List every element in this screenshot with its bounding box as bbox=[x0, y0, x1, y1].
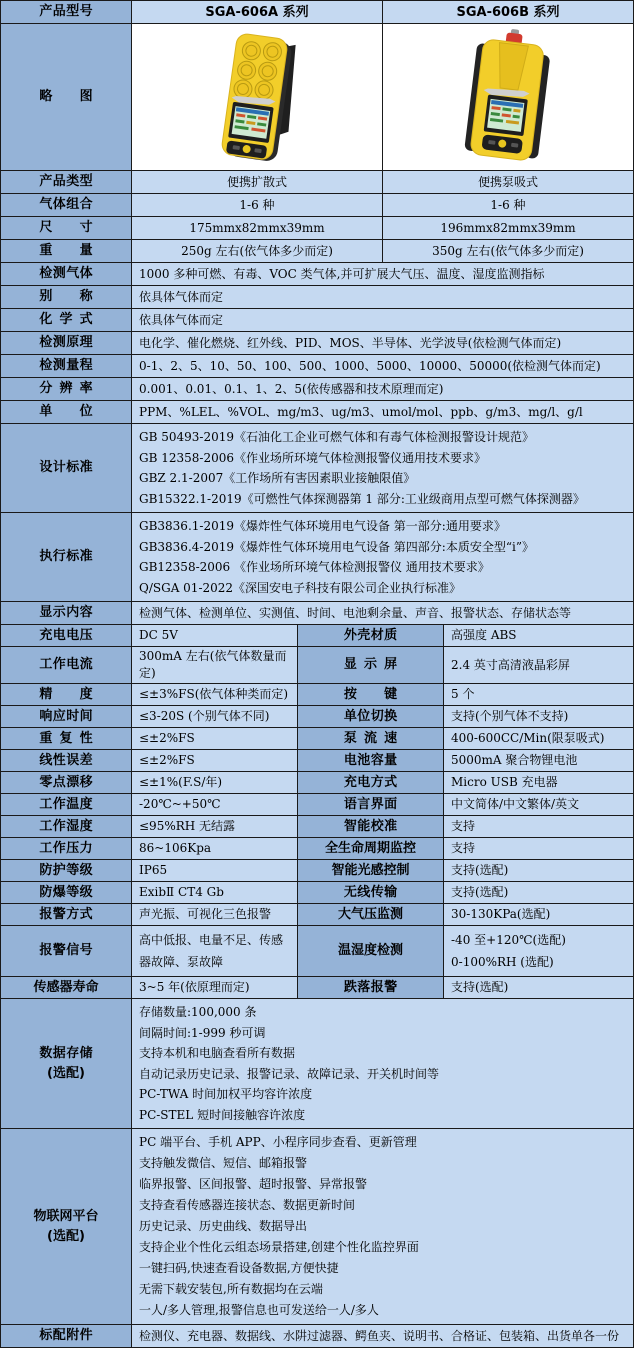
sga606b-detector-illustration bbox=[433, 27, 583, 167]
display-content-row bbox=[1, 602, 634, 625]
sketch-row bbox=[1, 24, 634, 171]
table-row bbox=[1, 647, 634, 684]
row-value-a: 250g 左右(依气体多少而定) bbox=[132, 240, 383, 263]
row-label: 重量 bbox=[1, 240, 132, 263]
row-value: 支持(个别气体不支持) bbox=[444, 706, 634, 728]
iot-feature-line: 临界报警、区间报警、超时报警、异常报警 bbox=[139, 1177, 368, 1191]
row-label: 全生命周期监控 bbox=[298, 838, 444, 860]
row-label: 无线传输 bbox=[298, 882, 444, 904]
row-value: 400-600CC/Min(限泵吸式) bbox=[444, 728, 634, 750]
header-label-product-model: 产品型号 bbox=[1, 1, 132, 24]
row-value-multiline bbox=[132, 1129, 634, 1325]
row-value: 声光振、可视化三色报警 bbox=[132, 904, 298, 926]
row-label: 按键 bbox=[298, 684, 444, 706]
standard-line: GB3836.4-2019《爆炸性气体环境用电气设备 第四部分:本质安全型“i”》 bbox=[139, 539, 534, 554]
table-row bbox=[1, 378, 634, 401]
row-label: 报警信号 bbox=[1, 926, 132, 977]
row-value-b: 350g 左右(依气体多少而定) bbox=[383, 240, 634, 263]
row-label: 电池容量 bbox=[298, 750, 444, 772]
table-row bbox=[1, 838, 634, 860]
row-label: 泵流速 bbox=[298, 728, 444, 750]
row-label: 防爆等级 bbox=[1, 882, 132, 904]
row-value: ≤±2%FS bbox=[132, 728, 298, 750]
row-value-multiline bbox=[132, 999, 634, 1129]
table-row bbox=[1, 217, 634, 240]
row-value: 支持(选配) bbox=[444, 977, 634, 999]
iot-feature-line: 支持企业个性化云组态场景搭建,创建个性化监控界面 bbox=[139, 1240, 419, 1254]
table-row bbox=[1, 194, 634, 217]
row-label bbox=[1, 1129, 132, 1325]
row-label: 尺寸 bbox=[1, 217, 132, 240]
table-header-row bbox=[1, 1, 634, 24]
row-value: 0.001、0.01、0.1、1、2、5(依传感器和技术原理而定) bbox=[132, 378, 634, 401]
standard-line: GB12358-2006 《作业场所环境气体检测报警仪 通用技术要求》 bbox=[139, 560, 490, 574]
table-row bbox=[1, 904, 634, 926]
row-label: 设计标准 bbox=[1, 424, 132, 513]
row-label: 温湿度检测 bbox=[298, 926, 444, 977]
row-value: -20℃~+50℃ bbox=[132, 794, 298, 816]
iot-label-line2: (选配) bbox=[47, 1228, 85, 1244]
storage-label-line2: (选配) bbox=[47, 1065, 85, 1081]
row-label: 产品类型 bbox=[1, 171, 132, 194]
row-label: 别称 bbox=[1, 286, 132, 309]
row-value: 3~5 年(依原理而定) bbox=[132, 977, 298, 999]
row-value: 300mA 左右(依气体数量而定) bbox=[132, 647, 298, 684]
execution-standards-row bbox=[1, 513, 634, 602]
iot-feature-line: 无需下载安装包,所有数据均在云端 bbox=[139, 1282, 323, 1296]
table-row bbox=[1, 750, 634, 772]
row-label: 重复性 bbox=[1, 728, 132, 750]
row-value-b: 便携泵吸式 bbox=[383, 171, 634, 194]
storage-feature-line: 自动记录历史记录、报警记录、故障记录、开关机时间等 bbox=[139, 1066, 440, 1081]
row-value: 高中低报、电量不足、传感器故障、泵故障 bbox=[132, 926, 298, 977]
iot-feature-line: 一人/多人管理,报警信息也可发送给一人/多人 bbox=[139, 1303, 379, 1317]
row-value: 支持(选配) bbox=[444, 860, 634, 882]
row-value: ≤±1%(F.S/年) bbox=[132, 772, 298, 794]
row-label: 化学式 bbox=[1, 309, 132, 332]
table-row bbox=[1, 706, 634, 728]
row-value: 30-130KPa(选配) bbox=[444, 904, 634, 926]
storage-feature-line: 存储数量:100,000 条 bbox=[139, 1005, 257, 1019]
row-value-b: 196mmx82mmx39mm bbox=[383, 217, 634, 240]
row-label: 传感器寿命 bbox=[1, 977, 132, 999]
row-value: DC 5V bbox=[132, 625, 298, 647]
header-series-b: SGA-606B 系列 bbox=[383, 1, 634, 24]
row-value: 0-1、2、5、10、50、100、500、1000、5000、10000、50000(依检测气体而定) bbox=[132, 355, 634, 378]
table-row bbox=[1, 171, 634, 194]
row-label: 检测气体 bbox=[1, 263, 132, 286]
row-label: 分辨率 bbox=[1, 378, 132, 401]
standard-line: Q/SGA 01-2022《深国安电子科技有限公司企业执行标准》 bbox=[139, 580, 462, 595]
row-label: 显示内容 bbox=[1, 602, 132, 625]
accessories-row bbox=[1, 1325, 634, 1348]
row-value-b: 1-6 种 bbox=[383, 194, 634, 217]
row-label: 充电方式 bbox=[298, 772, 444, 794]
standard-line: GB3836.1-2019《爆炸性气体环境用电气设备 第一部分:通用要求》 bbox=[139, 519, 506, 533]
row-value: PPM、%LEL、%VOL、mg/m3、ug/m3、umol/mol、ppb、g/m3、mg/l、g/l bbox=[132, 401, 634, 424]
iot-label-line1: 物联网平台 bbox=[33, 1208, 99, 1224]
row-label: 语言界面 bbox=[298, 794, 444, 816]
row-label: 大气压监测 bbox=[298, 904, 444, 926]
row-label: 显示屏 bbox=[298, 647, 444, 684]
row-value: Micro USB 充电器 bbox=[444, 772, 634, 794]
row-label: 防护等级 bbox=[1, 860, 132, 882]
storage-label-line1: 数据存储 bbox=[39, 1045, 93, 1061]
alarm-signal-row bbox=[1, 926, 634, 977]
product-image-sga606a bbox=[132, 24, 383, 171]
row-value: 2.4 英寸高清液晶彩屏 bbox=[444, 647, 634, 684]
table-row bbox=[1, 286, 634, 309]
table-row bbox=[1, 882, 634, 904]
row-label: 检测量程 bbox=[1, 355, 132, 378]
table-row bbox=[1, 332, 634, 355]
row-value: 依具体气体而定 bbox=[132, 286, 634, 309]
row-value: 电化学、催化燃烧、红外线、PID、MOS、半导体、光学波导(依检测气体而定) bbox=[132, 332, 634, 355]
row-value: IP65 bbox=[132, 860, 298, 882]
storage-feature-line: PC-TWA 时间加权平均容许浓度 bbox=[139, 1087, 313, 1101]
iot-platform-row bbox=[1, 1129, 634, 1325]
row-label: 工作压力 bbox=[1, 838, 132, 860]
row-label: 外壳材质 bbox=[298, 625, 444, 647]
table-row bbox=[1, 625, 634, 647]
row-value-multiline bbox=[132, 424, 634, 513]
table-row bbox=[1, 794, 634, 816]
iot-feature-line: 一键扫码,快速查看设备数据,方便快捷 bbox=[139, 1261, 339, 1275]
row-value: 中文简体/中文繁体/英文 bbox=[444, 794, 634, 816]
row-label: 执行标准 bbox=[1, 513, 132, 602]
row-label: 工作湿度 bbox=[1, 816, 132, 838]
row-value: 检测气体、检测单位、实测值、时间、电池剩余量、声音、报警状态、存储状态等 bbox=[132, 602, 634, 625]
header-series-a: SGA-606A 系列 bbox=[132, 1, 383, 24]
row-value: 检测仪、充电器、数据线、水阱过滤器、鳄鱼夹、说明书、合格证、包装箱、出货单各一份 bbox=[132, 1325, 634, 1348]
row-value-a: 175mmx82mmx39mm bbox=[132, 217, 383, 240]
row-value: 支持(选配) bbox=[444, 882, 634, 904]
table-row bbox=[1, 772, 634, 794]
row-value: 依具体气体而定 bbox=[132, 309, 634, 332]
humidity-range-line: 0-100%RH (选配) bbox=[451, 955, 554, 969]
row-label: 单位 bbox=[1, 401, 132, 424]
row-value: 5000mA 聚合物锂电池 bbox=[444, 750, 634, 772]
standard-line: GBZ 2.1-2007《工作场所有害因素职业接触限值》 bbox=[139, 471, 416, 485]
iot-feature-line: 支持触发微信、短信、邮箱报警 bbox=[139, 1156, 308, 1170]
row-label: 单位切换 bbox=[298, 706, 444, 728]
table-row bbox=[1, 355, 634, 378]
iot-feature-line: 历史记录、历史曲线、数据导出 bbox=[139, 1219, 308, 1233]
table-row bbox=[1, 263, 634, 286]
row-value-multiline bbox=[132, 513, 634, 602]
data-storage-row bbox=[1, 999, 634, 1129]
row-value: 高强度 ABS bbox=[444, 625, 634, 647]
iot-feature-line: 支持查看传感器连接状态、数据更新时间 bbox=[139, 1198, 356, 1212]
row-value: 1000 多种可燃、有毒、VOC 类气体,并可扩展大气压、温度、湿度监测指标 bbox=[132, 263, 634, 286]
table-row bbox=[1, 816, 634, 838]
product-image-sga606b bbox=[383, 24, 634, 171]
row-label: 检测原理 bbox=[1, 332, 132, 355]
standard-line: GB 50493-2019《石油化工企业可燃气体和有毒气体检测报警设计规范》 bbox=[139, 430, 534, 444]
row-value: 86~106Kpa bbox=[132, 838, 298, 860]
row-value: ≤±3%FS(依气体种类而定) bbox=[132, 684, 298, 706]
standard-line: GB15322.1-2019《可燃性气体探测器第 1 部分:工业级商用点型可燃气体探测器》 bbox=[139, 491, 585, 506]
table-row bbox=[1, 240, 634, 263]
row-label: 智能光感控制 bbox=[298, 860, 444, 882]
row-label: 零点漂移 bbox=[1, 772, 132, 794]
row-label: 响应时间 bbox=[1, 706, 132, 728]
row-value: 支持 bbox=[444, 838, 634, 860]
row-value: ≤3-20S (个别气体不同) bbox=[132, 706, 298, 728]
row-label: 智能校准 bbox=[298, 816, 444, 838]
design-standards-row bbox=[1, 424, 634, 513]
row-value: ≤±2%FS bbox=[132, 750, 298, 772]
table-row bbox=[1, 860, 634, 882]
row-value-a: 便携扩散式 bbox=[132, 171, 383, 194]
storage-feature-line: PC-STEL 短时间接触容许浓度 bbox=[139, 1107, 306, 1122]
row-label: 报警方式 bbox=[1, 904, 132, 926]
row-label: 线性误差 bbox=[1, 750, 132, 772]
row-value-a: 1-6 种 bbox=[132, 194, 383, 217]
row-value: 5 个 bbox=[444, 684, 634, 706]
row-label: 气体组合 bbox=[1, 194, 132, 217]
storage-feature-line: 支持本机和电脑查看所有数据 bbox=[139, 1046, 296, 1060]
row-value: ≤95%RH 无结露 bbox=[132, 816, 298, 838]
row-label: 工作电流 bbox=[1, 647, 132, 684]
row-label: 标配附件 bbox=[1, 1325, 132, 1348]
storage-feature-line: 间隔时间:1-999 秒可调 bbox=[139, 1025, 266, 1040]
temp-range-line: -40 至+120℃(选配) bbox=[451, 933, 566, 947]
table-row bbox=[1, 309, 634, 332]
sketch-label: 略图 bbox=[1, 24, 132, 171]
table-row bbox=[1, 401, 634, 424]
table-row bbox=[1, 684, 634, 706]
row-label: 跌落报警 bbox=[298, 977, 444, 999]
row-label: 工作温度 bbox=[1, 794, 132, 816]
row-value-multiline bbox=[444, 926, 634, 977]
iot-feature-line: PC 端平台、手机 APP、小程序同步查看、更新管理 bbox=[139, 1135, 417, 1149]
row-label: 充电电压 bbox=[1, 625, 132, 647]
row-label: 精度 bbox=[1, 684, 132, 706]
standard-line: GB 12358-2006《作业场所环境气体检测报警仪通用技术要求》 bbox=[139, 450, 486, 465]
table-row bbox=[1, 728, 634, 750]
sensor-life-row bbox=[1, 977, 634, 999]
row-label bbox=[1, 999, 132, 1129]
row-value: ExibⅡ CT4 Gb bbox=[132, 882, 298, 904]
row-value: 支持 bbox=[444, 816, 634, 838]
sga606a-detector-illustration bbox=[182, 27, 332, 167]
